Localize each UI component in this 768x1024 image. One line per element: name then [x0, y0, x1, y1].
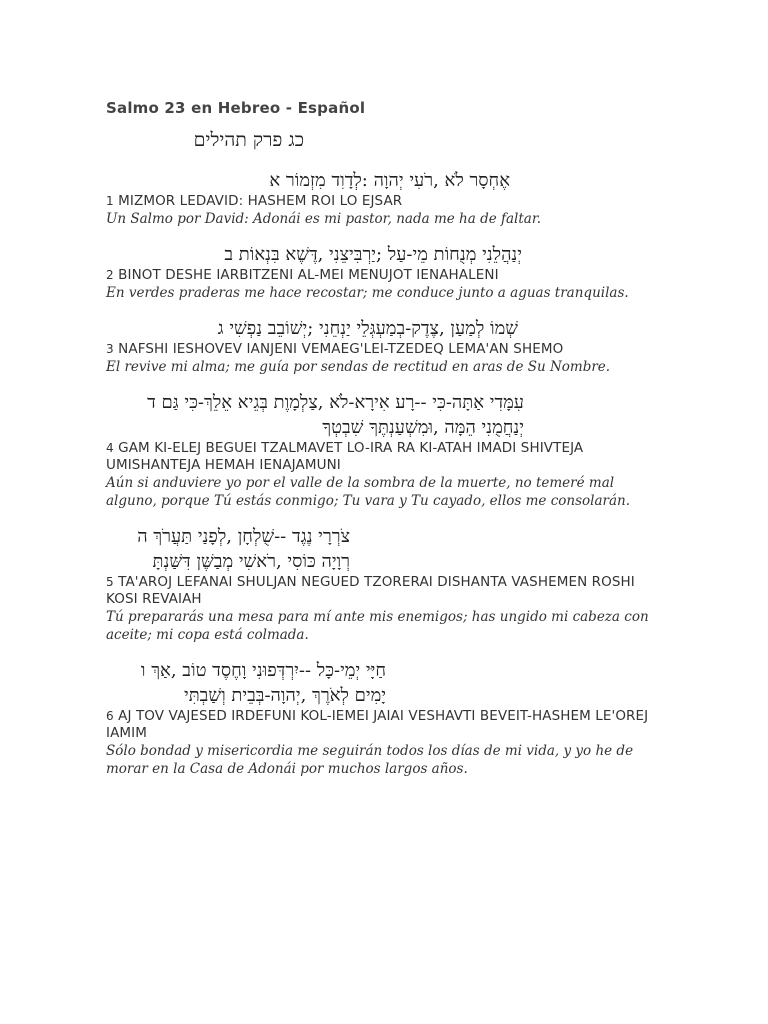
document-page: [106, 96, 662, 778]
verse-hebrew: [106, 242, 522, 267]
verse-number: 5: [106, 575, 114, 589]
verse-hebrew: [106, 168, 510, 193]
verse-hebrew: [106, 524, 350, 574]
verse-number: 4: [106, 441, 114, 455]
verse-3: [106, 316, 662, 376]
verse-number: 1: [106, 194, 114, 208]
verse-spanish-translation: El revive mi alma; me guía por sendas de rectitud en aras de Su Nombre.: [106, 359, 611, 375]
verse-spanish-translation: En verdes praderas me hace recostar; me conduce junto a aguas tranquilas.: [106, 285, 629, 301]
verse-spanish-translation: Un Salmo por David: Adonái es mi pastor, nada me ha de faltar.: [106, 211, 542, 227]
hebrew-title: כג פרק תהילים: [193, 129, 304, 151]
hebrew-line: אֶחְסָר לֹא ,רֹעִי יְהוָה :לְדָוִד מִזְמוֹר א: [269, 170, 510, 191]
verse-transliteration: [106, 267, 662, 284]
transliteration-text: BINOT DESHE IARBITZENI AL-MEI MENUJOT IENAHALENI: [118, 267, 499, 283]
verse-hebrew: [106, 390, 524, 440]
verse-transliteration: [106, 440, 662, 474]
verse-5: [106, 524, 662, 644]
verse-4: [106, 390, 662, 510]
hebrew-line: חַיָּי יְמֵי-כָּל --יִרְדְּפוּנִי וָחֶסֶד טוֹב ,אַךְ ו: [140, 660, 386, 681]
hebrew-line: צֹרְרָי נֶגֶד --שֻׁלְחָן ,לְפָנַי תַּעֲרֹךְ ה: [137, 526, 350, 547]
verse-2: [106, 242, 662, 302]
verse-transliteration: [106, 574, 662, 608]
verse-6: [106, 658, 662, 778]
transliteration-text: TA'AROJ LEFANAI SHULJAN NEGUED TZORERAI DISHANTA VASHEMEN ROSHI KOSI REVAIAH: [106, 574, 635, 607]
verse-1: [106, 168, 662, 228]
verse-spanish-translation: Sólo bondad y misericordia me seguirán todos los días de mi vida, y yo he de morar en la Casa de Adonái por muchos largos años.: [106, 743, 634, 777]
hebrew-line: יְנַחֲמֻנִי הֵמָּה ,וּמִשְׁעַנְתֶּךָ שִׁבְטְךָ: [322, 417, 524, 438]
hebrew-line: שְׁמוֹ לְמַעַן ,צֶדֶק-בְמַעְגְּלֵי יַנְחֵנִי ;יְשׁוֹבֵב נַפְשִׁי ג: [217, 318, 518, 339]
verse-hebrew: [106, 658, 386, 708]
hebrew-line: עִמָּדִי אַתָּה-כִּי --רָע אִירָא-לֹא ,צַלְמָוֶת בְּגֵיא אֵלֵךְ-כִּי גַּם ד: [147, 392, 524, 413]
verse-spanish-translation: Tú prepararás una mesa para mí ante mis enemigos; has ungido mi cabeza con aceite; mi copa está colmada.: [106, 609, 649, 643]
verse-number: 6: [106, 709, 114, 723]
transliteration-text: AJ TOV VAJESED IRDEFUNI KOL-IEMEI JAIAI VESHAVTI BEVEIT-HASHEM LE'OREJ IAMIM: [106, 708, 649, 741]
verse-transliteration: [106, 708, 662, 742]
page-title: Salmo 23 en Hebreo - Español: [106, 99, 366, 117]
verse-list: [106, 168, 662, 778]
verse-number: 3: [106, 342, 114, 356]
verse-hebrew: [106, 316, 518, 341]
transliteration-text: GAM KI-ELEJ BEGUEI TZALMAVET LO-IRA RA KI-ATAH IMADI SHIVTEJA UMISHANTEJA HEMAH IENAJAMUNI: [106, 440, 584, 473]
hebrew-line: רְוָיָה כּוֹסִי ,רֹאשִׁי מְבַשֶּׁן דִּשַּׁנְתָּ: [152, 551, 350, 572]
verse-transliteration: [106, 341, 662, 358]
transliteration-text: MIZMOR LEDAVID: HASHEM ROI LO EJSAR: [118, 193, 403, 209]
hebrew-line: יָמִים לְאֹרֶךְ ,יְהוָה-בְּבֵית וְשַׁבְתִּי: [183, 685, 386, 706]
verse-number: 2: [106, 268, 114, 282]
verse-transliteration: [106, 193, 662, 210]
hebrew-line: יְנַהֲלֵנִי מְנֻחוֹת מֵי-עַל ;יַרְבִּיצֵנִי ,דֶּשֶׁא בִּנְאוֹת ב: [224, 244, 522, 265]
transliteration-text: NAFSHI IESHOVEV IANJENI VEMAEG'LEI-TZEDEQ LEMA'AN SHEMO: [118, 341, 564, 357]
verse-spanish-translation: Aún si anduviere yo por el valle de la sombra de la muerte, no temeré mal alguno, porque Tú estás conmigo; Tu vara y Tu cayado, ellos me consolarán.: [106, 475, 631, 509]
